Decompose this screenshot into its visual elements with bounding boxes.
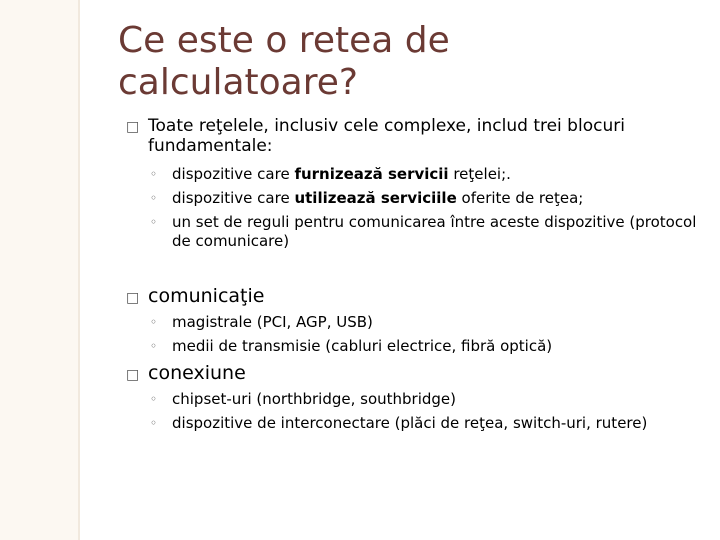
sub-bullet-protocol [150, 213, 702, 251]
bullet-intro-text: Toate reţelele, inclusiv cele complexe, includ trei blocuri fundamentale: [148, 116, 625, 156]
text-pre: dispozitive care [172, 189, 295, 207]
bullet-comunicatie [126, 285, 708, 307]
circle-bullet-icon: ◦ [150, 315, 158, 329]
bullet-heading: conexiune [148, 362, 246, 384]
bullet-intro [126, 116, 708, 156]
circle-bullet-icon: ◦ [150, 215, 158, 229]
square-bullet-icon: □ [126, 290, 140, 306]
sub-bullet-text: un set de reguli pentru comunicarea între aceste dispozitive (protocol de comunicare) [172, 213, 697, 250]
text-bold: furnizează servicii [294, 165, 449, 183]
sub-bullet-medii [150, 337, 702, 356]
circle-bullet-icon: ◦ [150, 339, 158, 353]
sub-bullet-text: medii de transmisie (cabluri electrice, fibră optică) [172, 337, 553, 355]
circle-bullet-icon: ◦ [150, 416, 158, 430]
sub-bullet-text: chipset-uri (northbridge, southbridge) [172, 390, 457, 408]
decorative-side-band [0, 0, 80, 540]
sub-bullet-chipset [150, 390, 702, 409]
circle-bullet-icon: ◦ [150, 167, 158, 181]
sub-bullet-magistrale [150, 313, 702, 332]
slide-title: Ce este o retea de calculatoare? [118, 20, 450, 103]
square-bullet-icon: □ [126, 367, 140, 383]
sub-bullet-furnizeaza [150, 165, 702, 184]
sub-bullet-text: magistrale (PCI, AGP, USB) [172, 313, 373, 331]
circle-bullet-icon: ◦ [150, 191, 158, 205]
circle-bullet-icon: ◦ [150, 392, 158, 406]
sub-bullet-interconectare [150, 414, 702, 433]
text-post: oferite de reţea; [456, 189, 584, 207]
sub-bullet-text [172, 165, 702, 184]
text-post: reţelei;. [448, 165, 511, 183]
sub-bullet-utilizeaza [150, 189, 702, 208]
sub-bullet-text: dispozitive de interconectare (plăci de reţea, switch-uri, rutere) [172, 414, 648, 432]
sub-bullet-text [172, 189, 702, 208]
text-pre: dispozitive care [172, 165, 295, 183]
text-bold: utilizează serviciile [294, 189, 457, 207]
square-bullet-icon: □ [126, 119, 140, 135]
bullet-heading: comunicaţie [148, 285, 265, 307]
bullet-conexiune [126, 362, 708, 384]
